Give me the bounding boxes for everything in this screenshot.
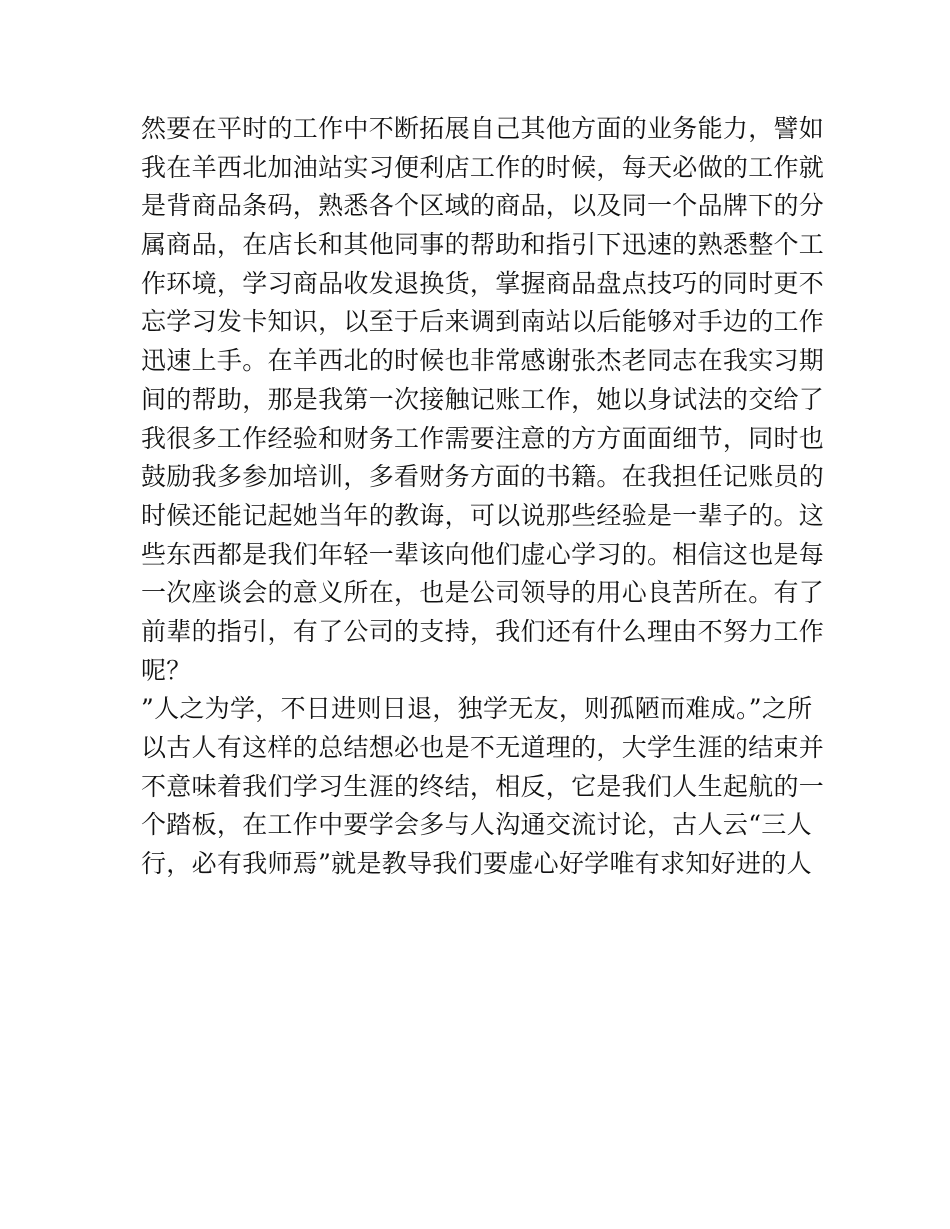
text-line: 前辈的指引，有了公司的支持，我们还有什么理由不努力工作 — [141, 616, 825, 646]
text-line: 是背商品条码，熟悉各个区域的商品，以及同一个品牌下的分 — [141, 191, 825, 221]
text-line: 我很多工作经验和财务工作需要注意的方方面面细节，同时也 — [141, 423, 825, 453]
text-line: 忘学习发卡知识，以至于后来调到南站以后能够对手边的工作 — [141, 307, 825, 337]
text-line: ”人之为学，不日进则日退，独学无友，则孤陋而难成。”之所 — [141, 694, 813, 724]
text-line: 迅速上手。在羊西北的时候也非常感谢张杰老同志在我实习期 — [141, 346, 825, 376]
text-line: 不意味着我们学习生涯的终结，相反，它是我们人生起航的一 — [141, 771, 825, 801]
text-line: 间的帮助，那是我第一次接触记账工作，她以身试法的交给了 — [141, 384, 825, 414]
text-line: 属商品，在店长和其他同事的帮助和指引下迅速的熟悉整个工 — [141, 230, 825, 260]
text-line: 些东西都是我们年轻一辈该向他们虚心学习的。相信这也是每 — [141, 539, 825, 569]
text-line: 呢？ — [141, 655, 192, 685]
text-line: 鼓励我多参加培训，多看财务方面的书籍。在我担任记账员的 — [141, 462, 825, 492]
text-line: 个踏板，在工作中要学会多与人沟通交流讨论，古人云“三人 — [141, 810, 812, 840]
text-line: 作环境，学习商品收发退换货，掌握商品盘点技巧的同时更不 — [141, 268, 825, 298]
body-text — [141, 110, 825, 884]
text-line: 以古人有这样的总结想必也是不无道理的，大学生涯的结束并 — [141, 733, 825, 762]
text-line: 行，必有我师焉”就是教导我们要虚心好学唯有求知好进的人 — [141, 849, 812, 879]
text-line: 然要在平时的工作中不断拓展自己其他方面的业务能力，譬如 — [141, 114, 825, 143]
text-line: 我在羊西北加油站实习便利店工作的时候，每天必做的工作就 — [141, 152, 825, 182]
text-line: 一次座谈会的意义所在，也是公司领导的用心良苦所在。有了 — [141, 578, 825, 608]
text-line: 时候还能记起她当年的教诲，可以说那些经验是一辈子的。这 — [141, 500, 825, 530]
